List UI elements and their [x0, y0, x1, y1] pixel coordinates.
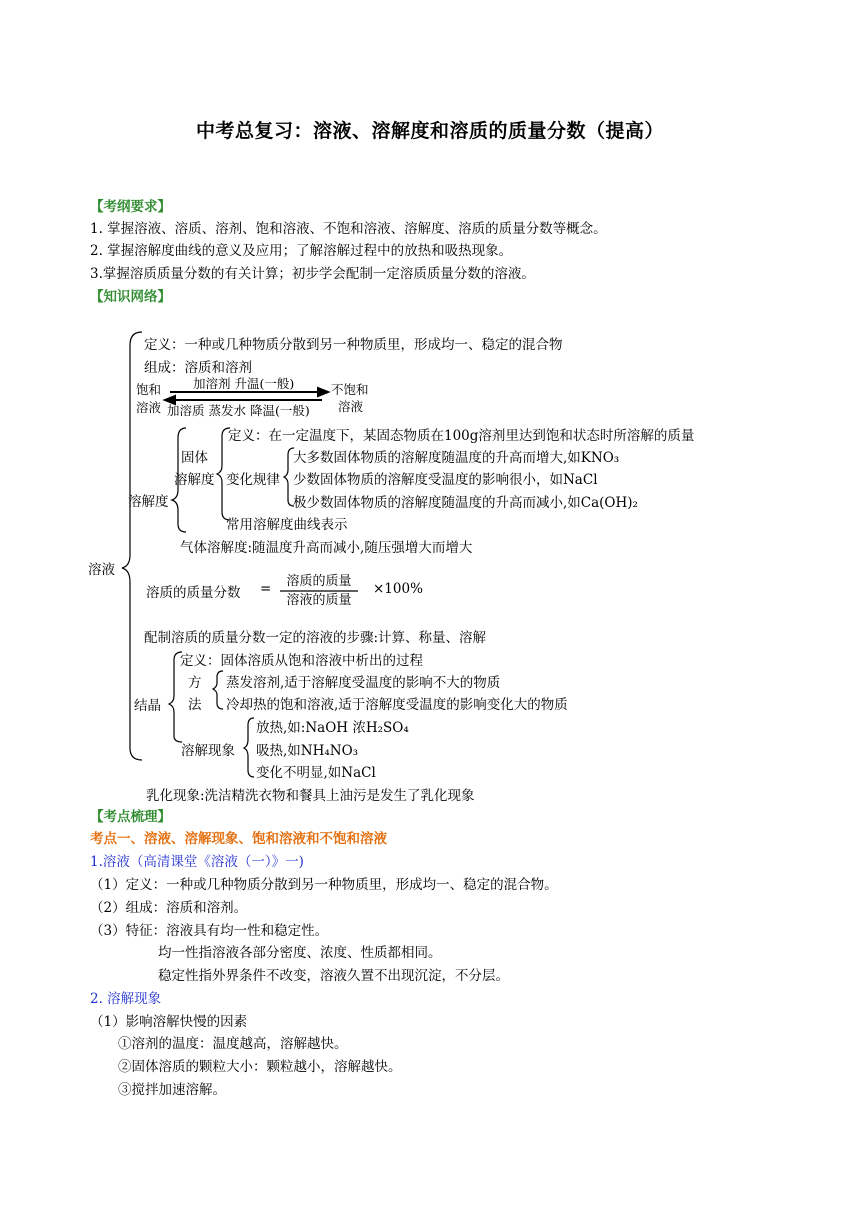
change-rule: 少数固体物质的溶解度受温度的影响很小，如NaCl: [293, 472, 598, 488]
solid-solubility-definition: 定义：在一定温度下，某固态物质在100g溶剂里达到饱和状态时所溶解的质量: [228, 428, 695, 444]
section1-subline: 均一性指溶液各部分密度、浓度、性质都相同。: [158, 945, 442, 961]
method-label-top: 方: [188, 675, 202, 691]
section1-title: 1.溶液（高清课堂《溶液（一）》一): [90, 854, 304, 870]
dissolve-label: 溶解现象: [181, 743, 235, 759]
gas-solubility: 气体溶解度:随温度升高而减小,随压强增大而增大: [180, 540, 473, 556]
section2-item: ③搅拌加速溶解。: [118, 1082, 226, 1098]
section1-line: （2）组成：溶质和溶剂。: [90, 900, 248, 916]
unsaturated-label-top: 不饱和: [331, 382, 369, 397]
section2-item: ①溶剂的温度：温度越高，溶解越快。: [118, 1036, 348, 1052]
solution-definition: 定义：一种或几种物质分散到另一种物质里，形成均一、稳定的混合物: [144, 337, 563, 353]
crystal-definition: 定义：固体溶质从饱和溶液中析出的过程: [180, 653, 423, 669]
network-root: 溶液: [88, 562, 115, 578]
section1-line: （1）定义：一种或几种物质分散到另一种物质里，形成均一、稳定的混合物。: [90, 877, 558, 893]
change-rules-label: 变化规律: [226, 472, 280, 488]
unsaturated-label-bottom: 溶液: [338, 399, 364, 414]
saturated-label-bottom: 溶液: [136, 400, 162, 415]
requirement-item: 2. 掌握溶解度曲线的意义及应用；了解溶解过程中的放热和吸热现象。: [90, 243, 513, 259]
change-rule: 极少数固体物质的溶解度随温度的升高而减小,如Ca(OH)₂: [293, 495, 638, 511]
network-heading: 【知识网络】: [90, 289, 171, 305]
requirements-heading: 【考纲要求】: [90, 199, 171, 215]
mass-fraction-label: 溶质的质量分数: [146, 585, 241, 601]
dissolve-item: 吸热,如NH₄NO₃: [256, 743, 359, 759]
saturated-label-top: 饱和: [136, 382, 162, 397]
method-label-bottom: 法: [188, 697, 202, 713]
crystal-method: 冷却热的饱和溶液,适于溶解度受温度的影响变化大的物质: [226, 697, 568, 713]
solubility-curve-note: 常用溶解度曲线表示: [226, 517, 348, 533]
section2-title: 2. 溶解现象: [90, 991, 162, 1007]
change-rule: 大多数固体物质的溶解度随温度的升高而增大,如KNO₃: [293, 450, 620, 466]
solution-composition: 组成：溶质和溶剂: [144, 360, 252, 376]
times-hundred-percent: ×100%: [373, 581, 423, 597]
requirement-item: 1. 掌握溶液、溶质、溶剂、饱和溶液、不饱和溶液、溶解度、溶质的质量分数等概念。: [90, 221, 607, 237]
page-title: 中考总复习：溶液、溶解度和溶质的质量分数（提高）: [195, 120, 664, 142]
prepare-steps: 配制溶质的质量分数一定的溶液的步骤:计算、称量、溶解: [144, 630, 487, 646]
point1-title: 考点一、溶液、溶解现象、饱和溶液和不饱和溶液: [90, 831, 387, 847]
section2-heading: （1）影响溶解快慢的因素: [90, 1014, 248, 1030]
fraction-denominator: 溶液的质量: [286, 593, 352, 608]
solid-label-top: 固体: [181, 450, 208, 466]
dissolve-item: 放热,如:NaOH 浓H₂SO₄: [256, 720, 409, 736]
solid-label-bottom: 溶解度: [174, 472, 215, 488]
section1-subline: 稳定性指外界条件不改变，溶液久置不出现沉淀，不分层。: [158, 968, 509, 984]
crystal-method: 蒸发溶剂,适于溶解度受温度的影响不大的物质: [226, 675, 501, 691]
section1-line: （3）特征：溶液具有均一性和稳定性。: [90, 923, 329, 939]
crystal-label: 结晶: [134, 698, 161, 714]
requirement-item: 3.掌握溶质质量分数的有关计算；初步学会配制一定溶质质量分数的溶液。: [90, 266, 535, 282]
emulsify-note: 乳化现象:洗洁精洗衣物和餐具上油污是发生了乳化现象: [146, 788, 475, 804]
points-heading: 【考点梳理】: [90, 809, 171, 825]
solubility-label: 溶解度: [128, 494, 169, 510]
dissolve-item: 变化不明显,如NaCl: [256, 765, 376, 781]
section2-item: ②固体溶质的颗粒大小：颗粒越小，溶解越快。: [118, 1059, 402, 1075]
equals-sign: =: [260, 581, 272, 597]
forward-conditions: 加溶剂 升温(一般): [193, 376, 295, 391]
fraction-numerator: 溶质的质量: [286, 574, 352, 589]
backward-conditions: 加溶质 蒸发水 降温(一般): [167, 403, 310, 418]
